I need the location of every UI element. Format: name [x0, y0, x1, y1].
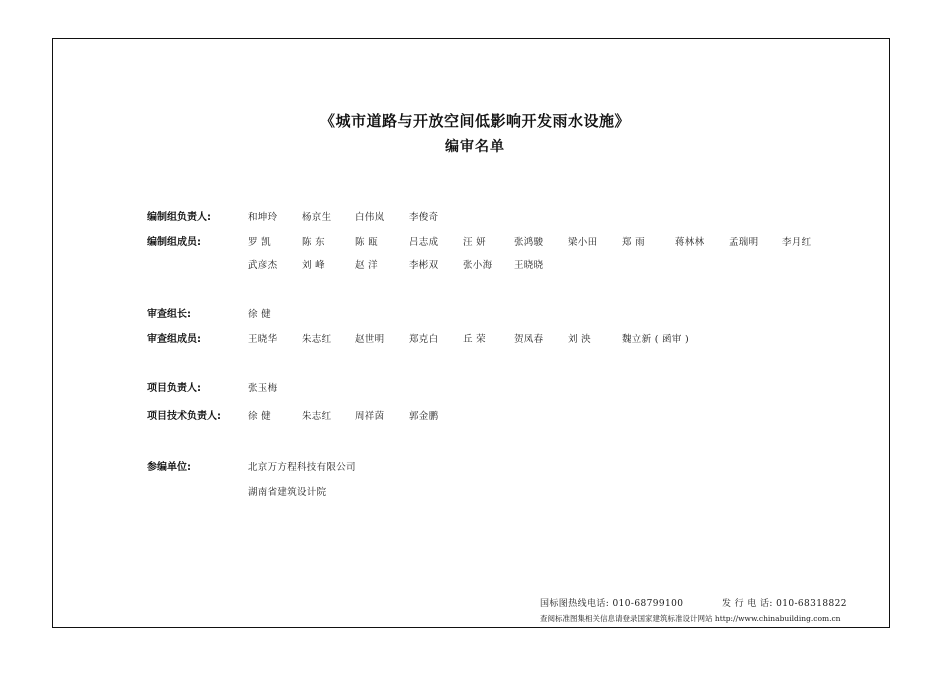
person-name: 孟瑞明	[729, 237, 759, 248]
hotline-phone: 国标图热线电话: 010-68799100	[540, 599, 684, 609]
person-name: 梁小田	[568, 237, 598, 248]
person-name: 魏立新 ( 函审 )	[622, 334, 689, 345]
label-editors: 编制组成员:	[147, 237, 201, 248]
organization-name: 北京万方程科技有限公司	[248, 462, 356, 473]
person-name: 徐 健	[248, 309, 271, 320]
person-name: 朱志红	[302, 411, 332, 422]
person-name: 王晓晓	[514, 260, 544, 271]
person-name: 陈 东	[302, 237, 325, 248]
person-name: 刘 泱	[568, 334, 591, 345]
person-name: 蒋林林	[675, 237, 705, 248]
person-name: 和坤玲	[248, 212, 278, 223]
person-name: 郑克白	[409, 334, 439, 345]
person-name: 丘 荣	[463, 334, 486, 345]
person-name: 李俊奇	[409, 212, 439, 223]
label-lead-editors: 编制组负责人:	[147, 212, 211, 223]
person-name: 张小海	[463, 260, 493, 271]
person-name: 刘 峰	[302, 260, 325, 271]
label-project-lead: 项目负责人:	[147, 383, 201, 394]
person-name: 赵世明	[355, 334, 385, 345]
person-name: 张玉梅	[248, 383, 278, 394]
person-name: 贺凤春	[514, 334, 544, 345]
person-name: 赵 洋	[355, 260, 378, 271]
person-name: 李彬双	[409, 260, 439, 271]
document-title: 《城市道路与开放空间低影响开发雨水设施》	[319, 112, 630, 130]
person-name: 武彦杰	[248, 260, 278, 271]
website-notice: 查阅标准图集相关信息请登录国家建筑标准设计网站 http://www.chinabuilding.com.cn	[540, 614, 841, 623]
person-name: 罗 凯	[248, 237, 271, 248]
label-review-chief: 审查组长:	[147, 309, 191, 320]
label-reviewers: 审查组成员:	[147, 334, 201, 345]
person-name: 周祥茵	[355, 411, 385, 422]
label-technical-lead: 项目技术负责人:	[147, 411, 221, 422]
label-participating-units: 参编单位:	[147, 462, 191, 473]
person-name: 汪 妍	[463, 237, 486, 248]
publish-phone: 发 行 电 话: 010-68318822	[722, 599, 847, 609]
document-subtitle: 编审名单	[445, 139, 505, 155]
person-name: 王晓华	[248, 334, 278, 345]
person-name: 徐 健	[248, 411, 271, 422]
person-name: 陈 瓯	[355, 237, 378, 248]
organization-name: 湖南省建筑设计院	[248, 487, 327, 498]
person-name: 朱志红	[302, 334, 332, 345]
person-name: 郑 雨	[622, 237, 645, 248]
person-name: 李月红	[782, 237, 812, 248]
person-name: 杨京生	[302, 212, 332, 223]
person-name: 郭金鹏	[409, 411, 439, 422]
person-name: 吕志成	[409, 237, 439, 248]
person-name: 白伟岚	[355, 212, 385, 223]
person-name: 张鸿駿	[514, 237, 544, 248]
